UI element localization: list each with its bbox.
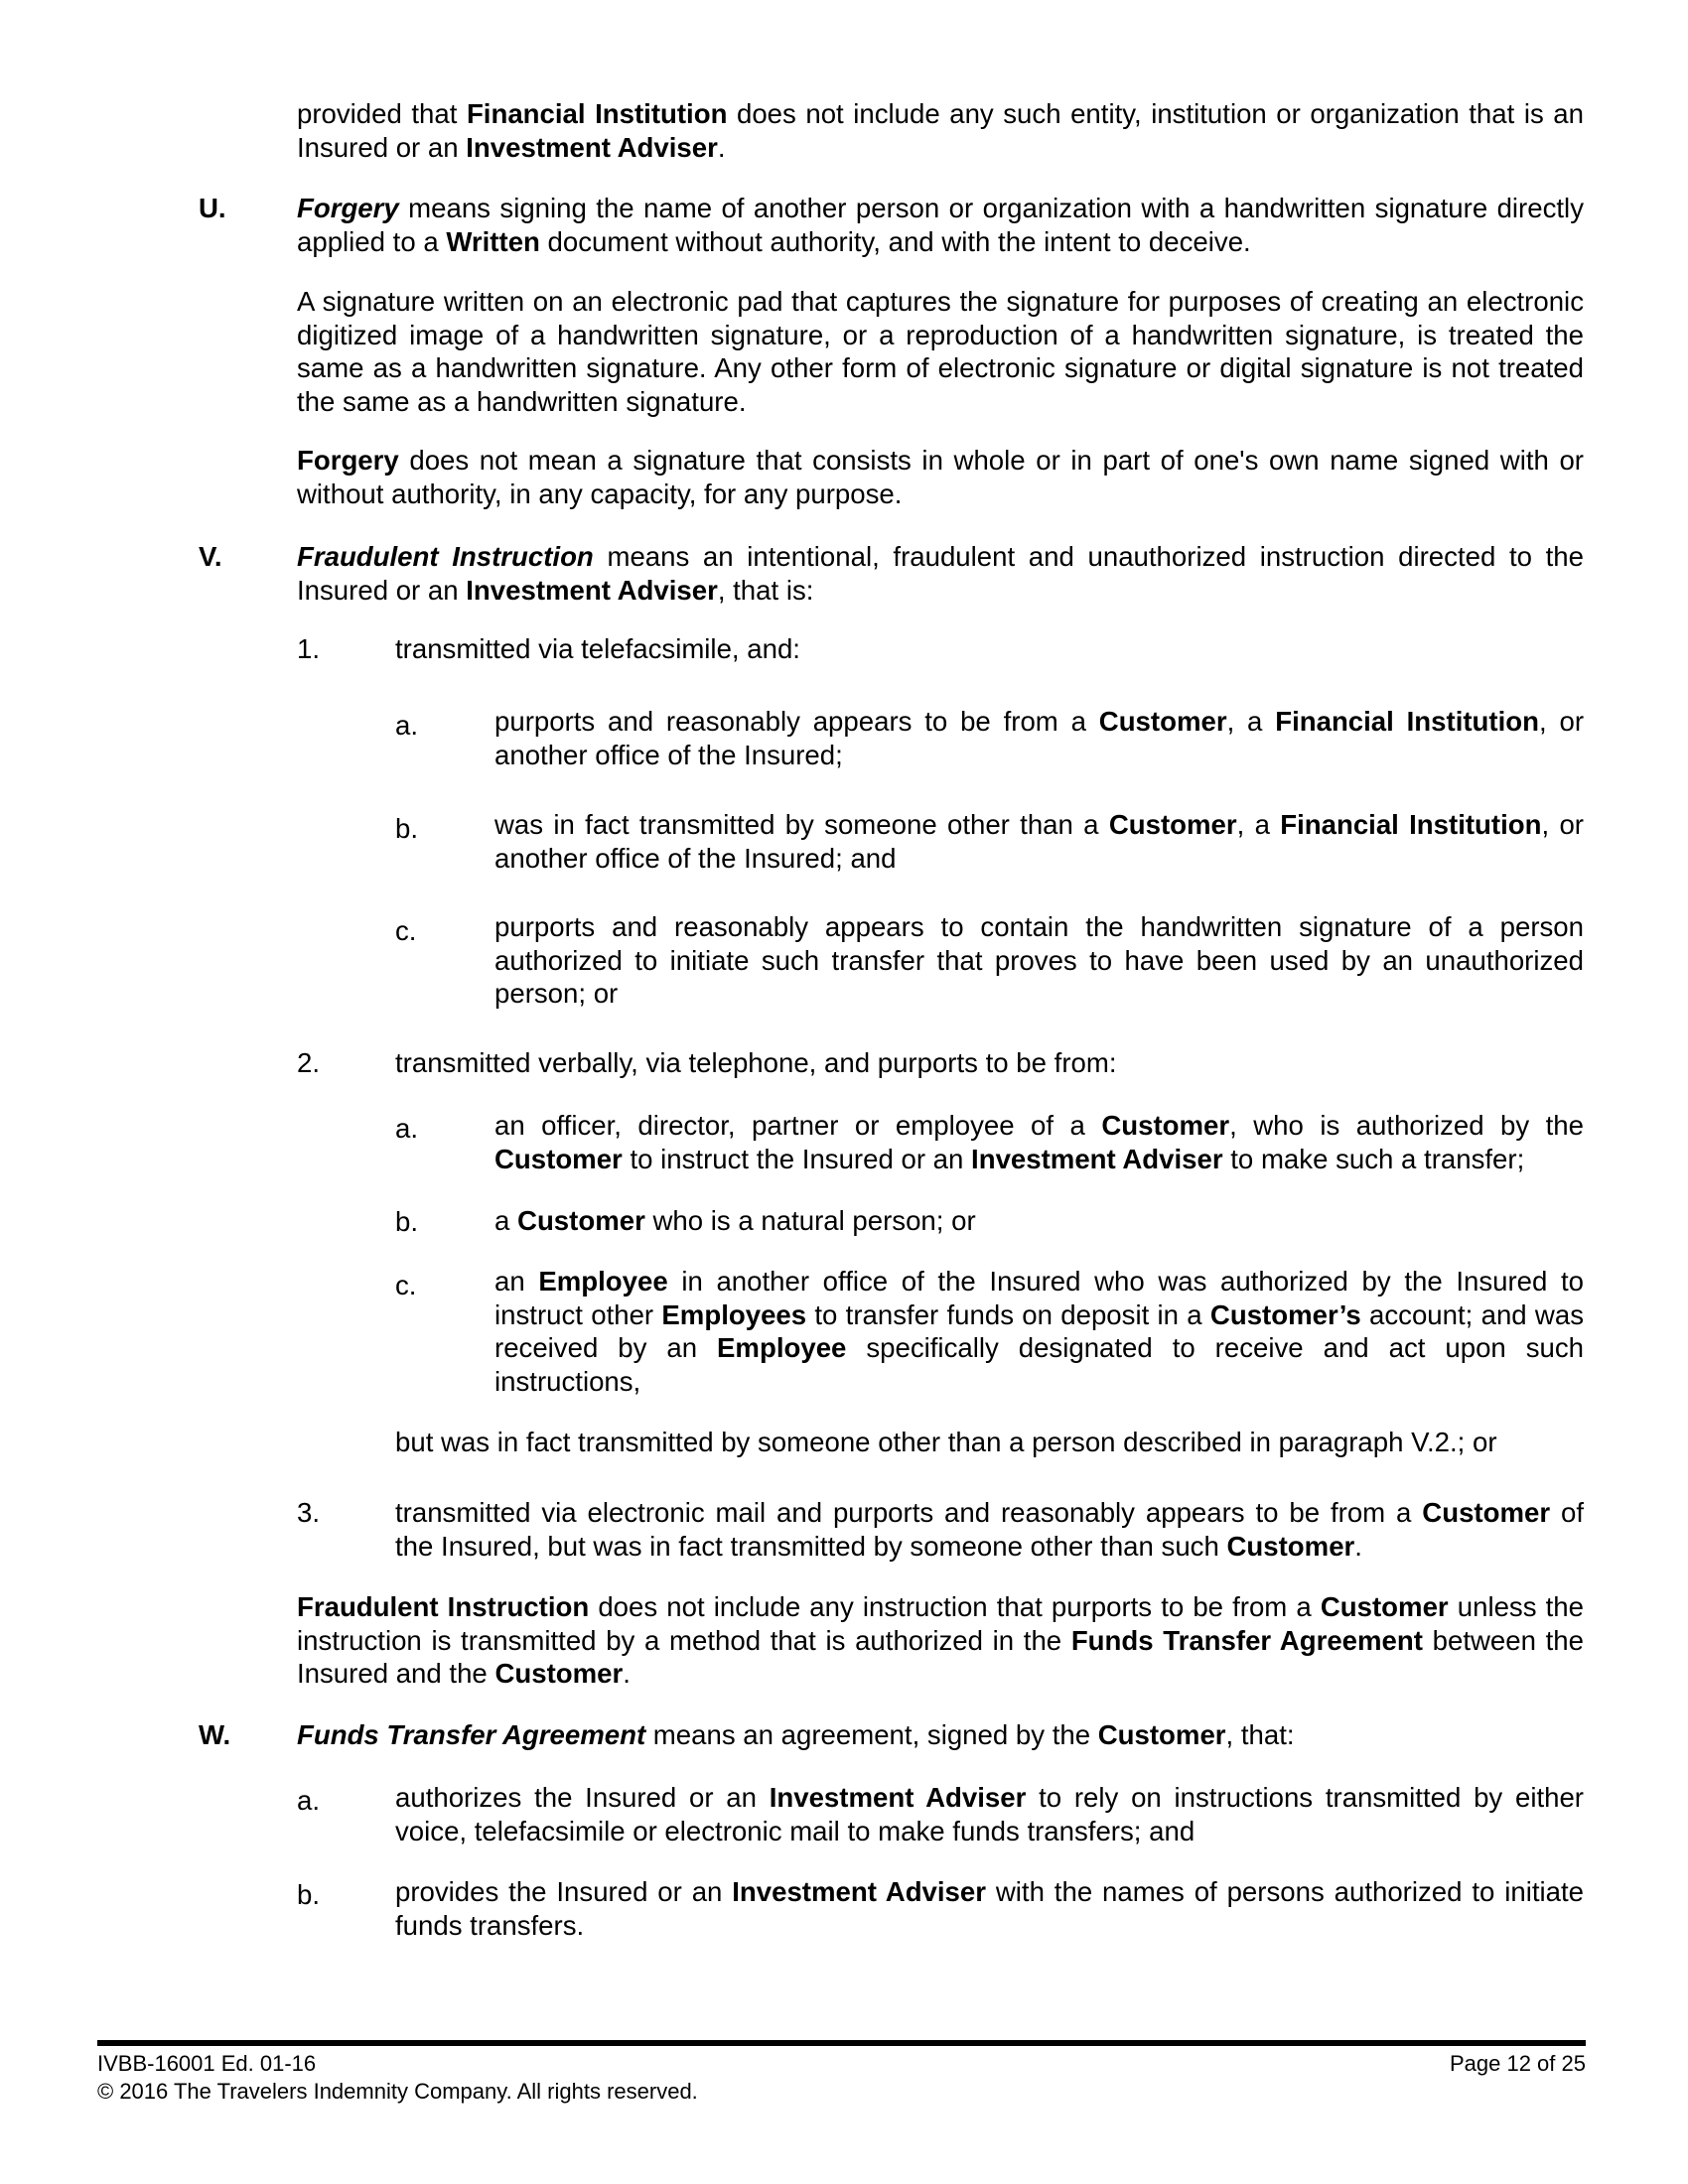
item-letter-b: b.	[395, 813, 419, 844]
section-label-w: W.	[199, 1719, 231, 1750]
subitem-2a	[494, 1109, 1584, 1175]
text-run: was in fact transmitted by someone other than a	[494, 809, 1109, 840]
text-run: .	[623, 1658, 631, 1689]
defined-term: Employee	[717, 1332, 847, 1363]
defined-term: Customer	[1422, 1497, 1551, 1528]
fraudulent-instruction-exclusion	[297, 1590, 1584, 1691]
text-run: in another office of the Insured who was authorized by the Insured to instruct other	[494, 1266, 1585, 1330]
item-number-2: 2.	[297, 1047, 321, 1078]
defined-term: Forgery	[297, 193, 399, 223]
defined-term: Customer	[1101, 1110, 1230, 1141]
text-run: does not include any such entity, institution or organization that is an Insured or an	[297, 98, 1584, 163]
text-run: means signing the name of another person or organization with a handwritten signature directly applied to a	[297, 193, 1584, 257]
defined-term: Customer	[1098, 706, 1227, 737]
subitem-wb	[395, 1875, 1584, 1942]
defined-term: Financial Institution	[1280, 809, 1542, 840]
text-run: purports and reasonably appears to contain the handwritten signature of a person authorized to initiate such transfer that proves to have been used by an unauthorized person; or	[494, 911, 1584, 1009]
text-run: transmitted via electronic mail and purports and reasonably appears to be from a	[395, 1497, 1423, 1528]
definition-fraudulent-instruction	[297, 540, 1584, 607]
subitem-1c	[494, 910, 1584, 1011]
defined-term: Investment Adviser	[732, 1876, 986, 1907]
text-run: to rely on instructions transmitted by either voice, telefacsimile or electronic mail to make funds transfers; and	[395, 1782, 1584, 1846]
text-run: transmitted via telefacsimile, and:	[395, 633, 800, 664]
text-run: account; and was received by an	[494, 1298, 1585, 1363]
item-2-closing	[395, 1426, 1584, 1459]
item-number-3: 3.	[297, 1497, 321, 1528]
text-run: transmitted verbally, via telephone, and purports to be from:	[395, 1047, 1117, 1078]
text-run: provides the Insured or an	[395, 1876, 733, 1907]
defined-term: Investment Adviser	[466, 574, 718, 606]
text-run: , or another office of the Insured; and	[494, 809, 1584, 874]
text-run: to instruct the Insured or an	[622, 1143, 972, 1174]
defined-term: Funds Transfer Agreement	[297, 1719, 646, 1750]
defined-term: Customer	[494, 1658, 624, 1689]
text-run: to make such a transfer;	[1222, 1143, 1525, 1174]
subitem-2c	[494, 1265, 1584, 1398]
item-telefacsimile	[395, 632, 1584, 666]
item-letter-a: a.	[395, 1113, 419, 1144]
text-run: an officer, director, partner or employee of a	[494, 1110, 1102, 1141]
item-letter-a: a.	[297, 1785, 321, 1816]
section-label-v: V.	[199, 541, 222, 572]
text-run: , a	[1226, 706, 1276, 737]
text-run: unless the instruction is transmitted by a method that is authorized in the	[297, 1591, 1584, 1656]
item-letter-c: c.	[395, 915, 417, 946]
section-label-u: U.	[199, 193, 226, 223]
text-run: .	[717, 131, 726, 163]
defined-term: Financial Institution	[1275, 706, 1539, 737]
form-number: IVBB-16001 Ed. 01-16	[97, 2051, 317, 2076]
text-run: a	[494, 1205, 518, 1236]
defined-term: Customer’s	[1209, 1298, 1361, 1330]
item-letter-c: c.	[395, 1270, 417, 1300]
defined-term: Forgery	[297, 445, 399, 476]
text-run: , that:	[1225, 1719, 1295, 1750]
subitem-1b	[494, 808, 1584, 875]
item-email	[395, 1496, 1584, 1563]
text-run: with the names of persons authorized to initiate funds transfers.	[395, 1876, 1584, 1941]
defined-term: Fraudulent Instruction	[297, 541, 594, 572]
text-run: A signature written on an electronic pad that captures the signature for purposes of creating an electronic digitized image of a handwritten signature, or a reproduction of a handwritten signature, is treated the same as a handwritten signature. Any other form of electronic signature or digital signature is not treated the same as a handwritten signature.	[297, 286, 1584, 417]
defined-term: Funds Transfer Agreement	[1070, 1624, 1423, 1656]
page-number: Page 12 of 25	[1449, 2051, 1586, 2076]
text-run: , a	[1236, 809, 1281, 840]
text-run: between the Insured and the	[297, 1624, 1584, 1689]
defined-term: Customer	[1226, 1530, 1355, 1562]
forgery-electronic-signature	[297, 285, 1584, 418]
defined-term: Investment Adviser	[466, 131, 718, 163]
item-telephone	[395, 1046, 1584, 1080]
text-run: of the Insured, but was in fact transmitted by someone other than such	[395, 1497, 1584, 1562]
defined-term: Customer	[1097, 1719, 1226, 1750]
text-run: , that is:	[717, 574, 814, 606]
text-run: does not mean a signature that consists in whole or in part of one's own name signed with or without authority, in any capacity, for any purpose.	[297, 445, 1584, 509]
definition-forgery	[297, 192, 1584, 258]
text-run: document without authority, and with the intent to deceive.	[539, 225, 1251, 257]
defined-term: Customer	[494, 1143, 623, 1174]
text-run: does not include any instruction that purports to be from a	[589, 1591, 1321, 1622]
defined-term: Customer	[517, 1205, 645, 1236]
text-run: .	[1354, 1530, 1362, 1562]
defined-term: Written	[446, 225, 540, 257]
paragraph-financial-institution-proviso	[297, 97, 1584, 164]
defined-term: Customer	[1108, 809, 1237, 840]
text-run: means an agreement, signed by the	[645, 1719, 1098, 1750]
item-letter-a: a.	[395, 710, 419, 741]
footer-rule	[97, 2040, 1586, 2046]
definition-funds-transfer-agreement	[297, 1718, 1584, 1752]
subitem-2b	[494, 1204, 1584, 1238]
item-letter-b: b.	[297, 1879, 321, 1910]
text-run: but was in fact transmitted by someone other than a person described in paragraph V.2.; or	[395, 1427, 1497, 1457]
item-number-1: 1.	[297, 633, 321, 664]
defined-term: Investment Adviser	[971, 1143, 1223, 1174]
text-run: , or another office of the Insured;	[494, 706, 1585, 770]
text-run: who is a natural person; or	[644, 1205, 976, 1236]
defined-term: Employee	[538, 1266, 668, 1297]
subitem-1a	[494, 705, 1584, 771]
defined-term: Fraudulent Instruction	[297, 1591, 590, 1622]
defined-term: Financial Institution	[466, 98, 728, 129]
text-run: means an intentional, fraudulent and unauthorized instruction directed to the Insured or an	[297, 541, 1584, 606]
text-run: provided that	[297, 98, 467, 129]
text-run: to transfer funds on deposit in a	[806, 1298, 1210, 1330]
copyright: © 2016 The Travelers Indemnity Company. All rights reserved.	[97, 2079, 698, 2104]
text-run: purports and reasonably appears to be from a	[494, 706, 1099, 737]
defined-term: Investment Adviser	[769, 1782, 1027, 1813]
forgery-exclusion	[297, 444, 1584, 510]
item-letter-b: b.	[395, 1206, 419, 1237]
defined-term: Employees	[661, 1298, 807, 1330]
defined-term: Customer	[1320, 1591, 1449, 1622]
text-run: authorizes the Insured or an	[395, 1782, 770, 1813]
subitem-wa	[395, 1781, 1584, 1847]
text-run: specifically designated to receive and act upon such instructions,	[494, 1332, 1585, 1397]
text-run: an	[494, 1266, 539, 1297]
text-run: , who is authorized by the	[1229, 1110, 1584, 1141]
